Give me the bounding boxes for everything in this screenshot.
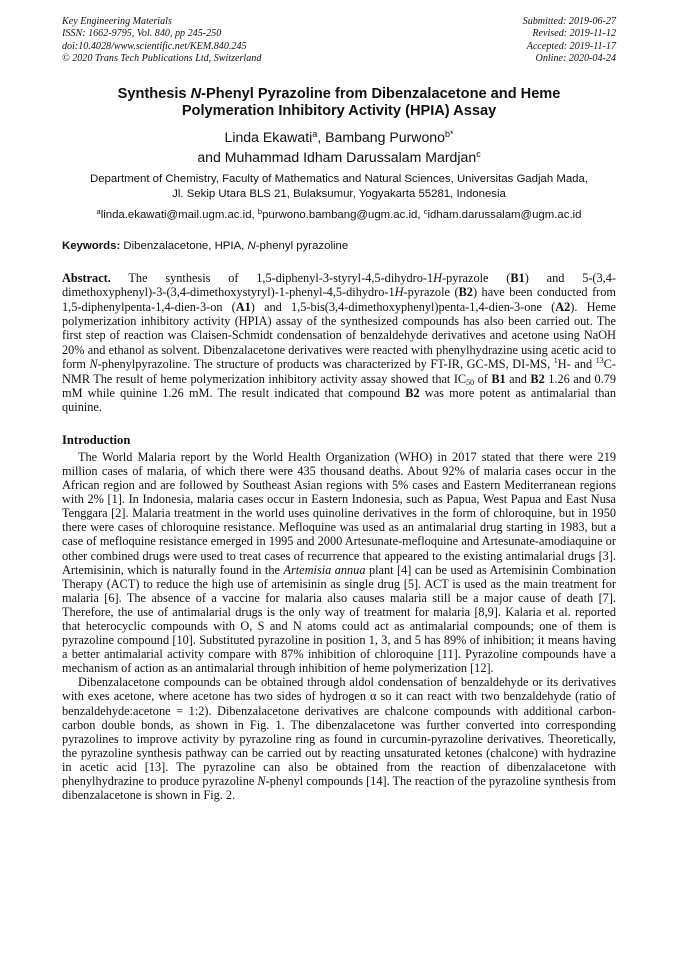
abstract-label: Abstract. [62,270,111,285]
abstract-text: was more potent as antimalarial than quinine. [62,386,616,415]
abstract-italic: N [89,357,98,372]
abstract [62,271,616,415]
title-line-2: Polymeration Inhibitory Activity (HPIA) Assay [181,103,497,120]
author-list [62,127,616,167]
abstract-superscript: 13 [595,356,604,366]
keywords [62,239,616,254]
author-name: Bambang Purwono [325,128,445,145]
date-submitted: Submitted: 2019-06-27 [522,16,616,27]
compound-label: B2 [405,386,420,401]
authors-line-2 [62,147,616,167]
email-mark: b [257,206,263,216]
abstract-text: 1.26 and 0.79 mM while quinine 1.26 mM. The result indicated that compound [62,371,616,401]
journal-issn: ISSN: 1662-9795, Vol. 840, pp 245-250 [62,28,222,40]
abstract-subscript: 50 [466,377,475,387]
author-conjunction: and [197,148,225,165]
compound-label: A1 [235,299,251,314]
paragraph-italic: N [257,774,266,789]
author-separator: , [317,128,326,145]
email-link[interactable]: idham.darussalam@ugm.ac.id [427,208,582,221]
author-name: Muhammad Idham Darussalam Mardjan [224,148,477,165]
abstract-text: ). Heme polymerization inhibitory activity (HPIA) assay of the synthesized compounds has also been carried out. The first step of reaction was Claisen-Schmidt condensation of benzaldehyde derivatives and acetone using NaOH 20% and ethanol as solvent. Dibenzalacetone derivatives were reacted with phenylhydrazine using acetic acid to form [62,299,616,372]
paragraph-italic: Artemisia annua [283,562,366,577]
paragraph-text: The World Malaria report by the World Health Organization (WHO) in 2017 stated that there were 219 million cases of malaria, of which there were 435 thousand deaths. About 92% of malaria cases occur in the African region and are followed by Southeast Asian regions with 5% cases and Eastern Mediterranean regions with 2% [1]. In Indonesia, malaria cases occur in Eastern Indonesia, such as Papua, West Papua and East Nusa Tenggara [2]. Malaria treatment in the world uses quinoline derivatives in the form of chloroquine, but in 1950 there were cases of chloroquine resistance. Mefloquine was used as an antimalarial drug starting in 1983, but a case of mefloquine resistance emerged in 1995 and 2000 Artesunate-mefloquine and Artesunate-amodiaquine or other combined drugs were used to treat cases of recurrence that appeared to the existing antimalarial drugs [3]. Artemisinin, which is naturally found in the [62,449,616,577]
affiliation-line: Jl. Sekip Utara BLS 21, Bulaksumur, Yogyakarta 55281, Indonesia [172,187,506,200]
email-separator: , [251,208,258,221]
affiliation-line: Department of Chemistry, Faculty of Mathematics and Natural Sciences, Universitas Gadjah Mada, [89,172,589,185]
author-affil-mark: c [476,148,481,159]
journal-name: Key Engineering Materials [62,16,172,27]
compound-label: B2 [458,285,473,300]
keywords-text: -phenyl pyrazoline [255,239,349,252]
publication-dates [523,16,616,66]
paragraph-text: plant [4] can be used as Artemisinin Combination Therapy (ACT) to reduce the high use of artemisinin as single drug [5]. ACT is used as the main treatment for malaria [6]. The absence of a vaccine for malaria also causes malaria still be a major cause of death [7]. Therefore, the use of antimalarial drugs is the only way of treatment for malaria [8,9]. Kalaria et al. reported that heterocyclic compounds with O, S and N atoms could act as antimalarial compounds; one of them is pyrazoline compound [10]. Substituted pyrazoline in position 1, 3, and 5 has 89% of inhibition; it means having a better antimalarial activity compare with 87% inhibition of chloroquine [11]. Pyrazoline compounds have a mechanism of action as an antimalarial through inhibition of heme polymerization [12]. [62,562,617,676]
author-affil-mark: b* [444,128,454,139]
compound-label: B1 [510,270,525,285]
abstract-text: ) and 1,5-bis(3,4-dimethoxyphenyl)penta-1,4-dien-3-one ( [250,299,556,314]
email-separator: , [417,208,424,221]
title-text: Synthesis [117,85,191,102]
date-revised: Revised: 2019-11-12 [532,28,616,40]
section-heading-introduction: Introduction [62,432,131,447]
introduction-paragraph-2 [62,675,616,802]
abstract-text: -phenylpyrazoline. The structure of products was characterized by FT-IR, GC-MS, DI-MS, [97,357,554,372]
affiliation [62,172,616,202]
title-text: -Phenyl Pyrazoline from Dibenzalacetone and Heme [201,85,561,102]
abstract-text: C-NMR The result of heme polymerization inhibitory activity assay showed that IC [62,357,616,386]
date-accepted: Accepted: 2019-11-17 [526,40,616,52]
journal-copyright: © 2020 Trans Tech Publications Ltd, Switzerland [62,53,262,65]
keywords-label: Keywords: [62,239,121,252]
keywords-text: Dibenzalacetone, HPIA, [120,239,248,252]
introduction-paragraph-1 [62,450,616,676]
abstract-italic: H [433,270,443,285]
abstract-text: -pyrazole ( [442,270,511,285]
title-italic: N [190,85,202,102]
author-emails [62,208,616,223]
compound-label: A2 [555,299,571,314]
paragraph-text: Dibenzalacetone compounds can be obtained through aldol condensation of benzaldehyde or its derivatives with exes acetone, where acetone has two sides of hydrogen α so it can react with two benzaldehyde (ratio of benzaldehyde:acetone = 1:2). Dibenzalacetone derivatives are chalcone compounds with additional carbon-carbon double bonds, as shown in Fig. 1. The dibenzalacetone was further converted into corresponding pyrazolines to improve activity by pyrazoline ring as found in curcumin-pyrazoline derivatives. Theoretically, the pyrazoline synthesis pathway can be carried out by reacting unsaturated ketones (chalcone) with hydrazine in acetic acid [13]. The pyrazoline can also be obtained from the reaction of dibenzalacetone with phenylhydrazine to produce pyrazoline [62,675,616,789]
journal-info [62,16,261,66]
compound-label: B2 [530,371,545,386]
title-line-1 [62,86,616,104]
paragraph-text: -phenyl compounds [14]. The reaction of the pyrazoline synthesis from dibenzalacetone is shown in Fig. 2. [62,774,616,803]
abstract-text: H- and [557,357,596,372]
email-link[interactable]: linda.ekawati@mail.ugm.ac.id [100,208,252,221]
abstract-text: -pyrazole ( [403,285,459,300]
abstract-text: of [474,371,492,386]
author-affil-mark: a [312,128,318,139]
email-mark: c [423,206,428,216]
author-name: Linda Ekawati [224,128,313,145]
abstract-text: ) and 5-(3,4-dimethoxyphenyl)-3-(3,4-dimethoxystyryl)-1-phenyl-4,5-dihydro-1 [62,270,616,300]
journal-meta-header [62,16,616,66]
compound-label: B1 [491,371,506,386]
abstract-text: and [505,371,531,386]
abstract-superscript: 1 [553,356,558,366]
date-online: Online: 2020-04-24 [535,53,616,65]
keywords-italic: N [247,239,256,252]
abstract-italic: H [394,285,404,300]
paper-title [62,86,616,121]
journal-doi[interactable]: doi:10.4028/www.scientific.net/KEM.840.245 [62,40,247,52]
authors-line-1 [62,127,616,147]
abstract-text: The synthesis of 1,5-diphenyl-3-styryl-4,5-dihydro-1 [110,270,434,285]
email-mark: a [96,206,101,216]
email-link[interactable]: purwono.bambang@ugm.ac.id [262,208,418,221]
abstract-text: ) have been conducted from 1,5-diphenylpenta-1,4-dien-3-on ( [62,285,616,314]
